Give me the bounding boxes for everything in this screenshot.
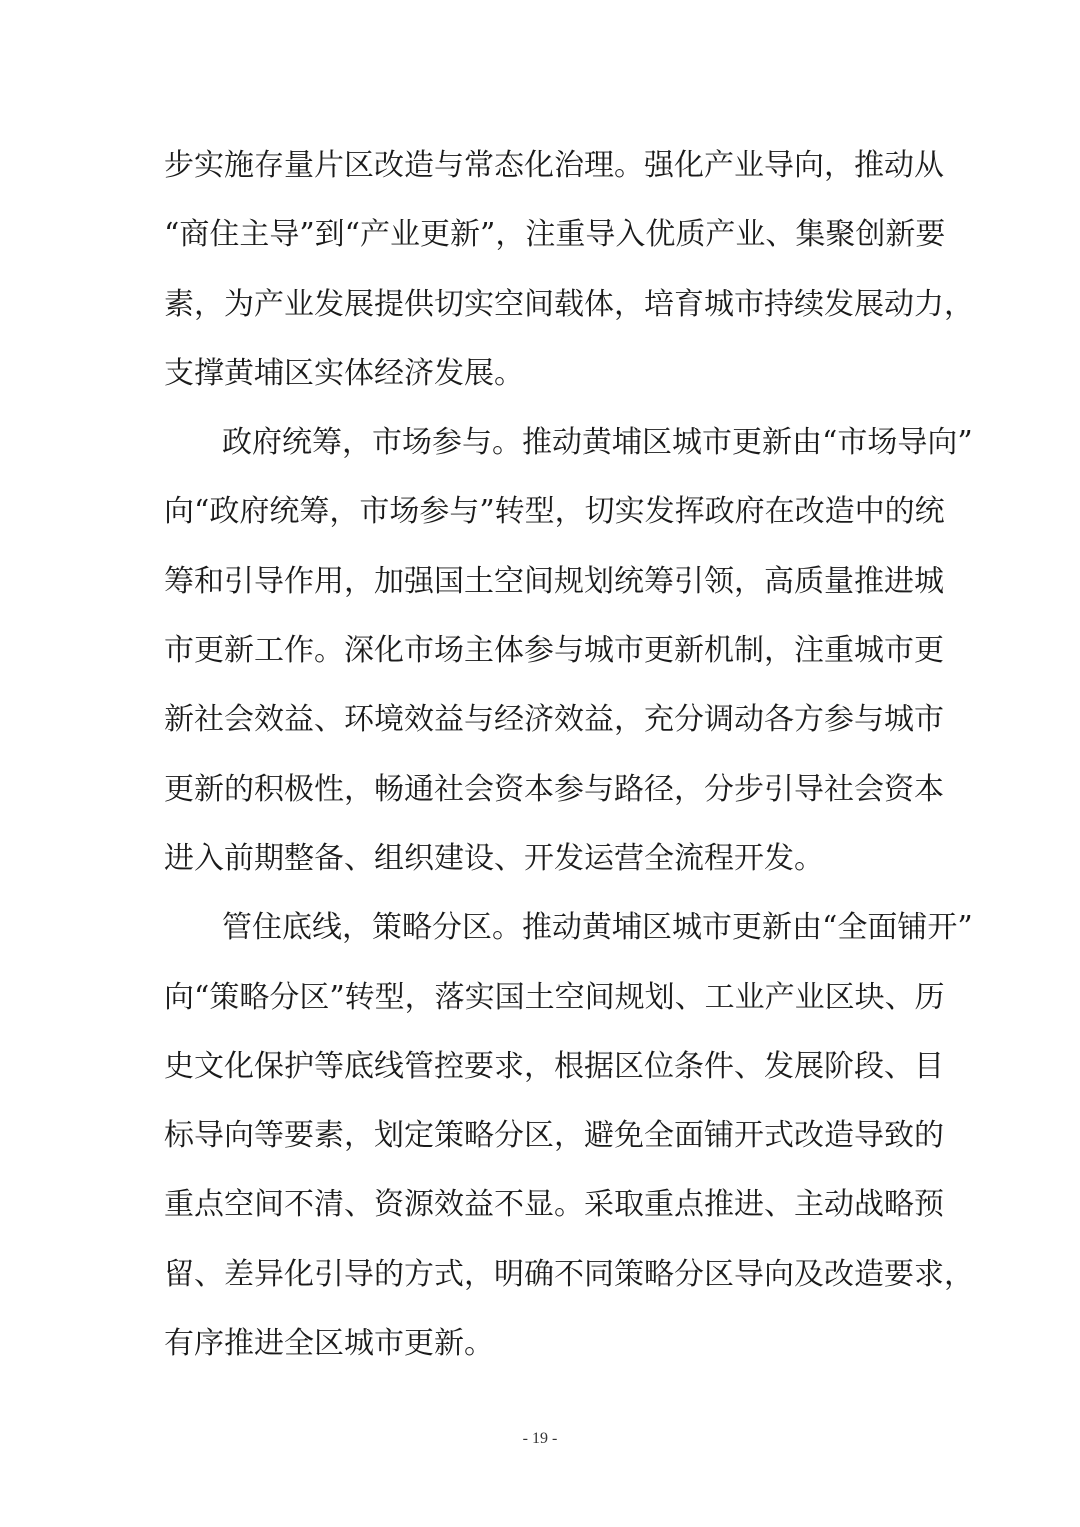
paragraph-2-line-6: 更新的积极性，畅通社会资本参与路径，分步引导社会资本 xyxy=(164,771,944,807)
paragraph-3-line-3: 史文化保护等底线管控要求，根据区位条件、发展阶段、目 xyxy=(164,1048,944,1084)
paragraph-3-line-1: 管住底线，策略分区。推动黄埔区城市更新由“全面铺开” xyxy=(222,910,973,946)
paragraph-3-line-7: 有序推进全区城市更新。 xyxy=(164,1326,494,1362)
paragraph-1-line-2: “商住主导”到“产业更新”，注重导入优质产业、集聚创新要 xyxy=(164,217,946,253)
paragraph-3-line-4: 标导向等要素，划定策略分区，避免全面铺开式改造导致的 xyxy=(164,1118,944,1154)
paragraph-2-line-5: 新社会效益、环境效益与经济效益，充分调动各方参与城市 xyxy=(164,702,944,738)
paragraph-2-line-4: 市更新工作。深化市场主体参与城市更新机制，注重城市更 xyxy=(164,633,944,669)
paragraph-1-line-4: 支撑黄埔区实体经济发展。 xyxy=(164,355,524,391)
paragraph-2-line-2: 向“政府统筹，市场参与”转型，切实发挥政府在改造中的统 xyxy=(164,494,945,530)
paragraph-3-line-2: 向“策略分区”转型，落实国土空间规划、工业产业区块、历 xyxy=(164,979,945,1015)
paragraph-1-line-3: 素，为产业发展提供切实空间载体，培育城市持续发展动力， xyxy=(164,286,974,322)
paragraph-3-line-5: 重点空间不清、资源效益不显。采取重点推进、主动战略预 xyxy=(164,1187,944,1223)
body-text xyxy=(164,136,974,1383)
paragraph-1-line-1: 步实施存量片区改造与常态化治理。强化产业导向，推动从 xyxy=(164,148,944,183)
paragraph-2-line-3: 筹和引导作用，加强国土空间规划统筹引领，高质量推进城 xyxy=(164,563,944,599)
paragraph-2-line-7: 进入前期整备、组织建设、开发运营全流程开发。 xyxy=(164,840,824,876)
page-number: - 19 - xyxy=(522,1430,558,1447)
paragraph-3-line-6: 留、差异化引导的方式，明确不同策略分区导向及改造要求， xyxy=(164,1256,974,1292)
paragraph-2-line-1: 政府统筹，市场参与。推动黄埔区城市更新由“市场导向” xyxy=(222,425,973,461)
